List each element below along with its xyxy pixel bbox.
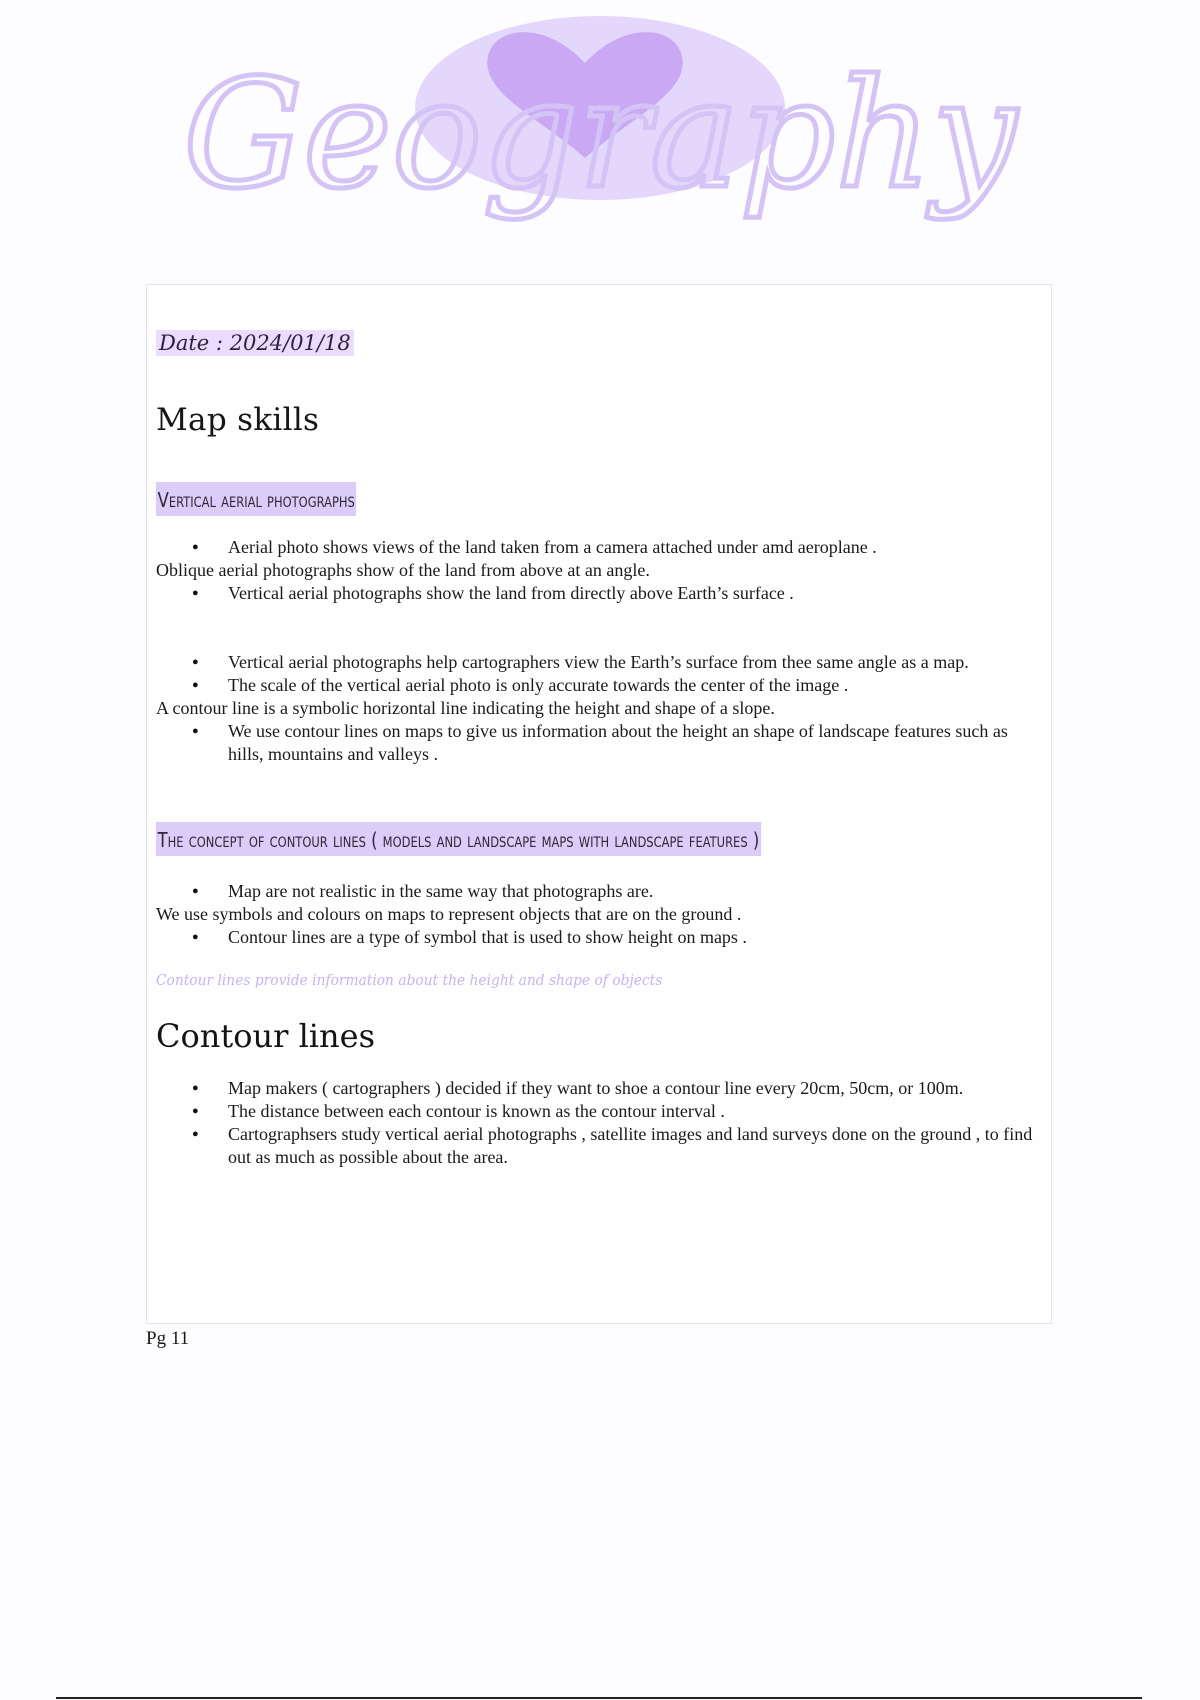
list-item: We use symbols and colours on maps to represent objects that are on the ground . [156, 904, 742, 924]
list-item: ● We use contour lines on maps to give us information about the height an shape of landscape features such as hills, mountains and valleys . [156, 720, 1046, 766]
section3-list [156, 1077, 1046, 1169]
list-item: ● Cartographsers study vertical aerial photographs , satellite images and land surveys done on the ground , to find out as much as possible about the area. [156, 1123, 1046, 1169]
geography-banner [183, 8, 1017, 238]
list-item: ● The scale of the vertical aerial photo is only accurate towards the center of the image . [156, 674, 1046, 697]
list-item: ● Vertical aerial photographs help cartographers view the Earth’s surface from thee same angle as a map. [156, 651, 1046, 674]
section2-list [156, 880, 1046, 949]
section-heading-contour-lines: Contour lines [156, 1017, 375, 1055]
list-item: ● Vertical aerial photographs show the land from directly above Earth’s surface . [156, 582, 1046, 605]
date-label: Date : 2024/01/18 [156, 330, 354, 356]
list-item: ● The distance between each contour is known as the contour interval . [156, 1100, 1046, 1123]
contour-caption: Contour lines provide information about the height and shape of objects [156, 971, 663, 989]
notes-content [156, 330, 1046, 1169]
page-number: Pg 11 [146, 1328, 190, 1349]
page-title: Map skills [156, 402, 320, 438]
list-item: ● Contour lines are a type of symbol that is used to show height on maps . [156, 926, 1046, 949]
list-item: Oblique aerial photographs show of the land from above at an angle. [156, 560, 650, 580]
list-item: ● Map are not realistic in the same way that photographs are. [156, 880, 1046, 903]
section1-list [156, 536, 1046, 605]
list-item: A contour line is a symbolic horizontal line indicating the height and shape of a slope. [156, 698, 775, 718]
list-item: ● Aerial photo shows views of the land taken from a camera attached under amd aeroplane . [156, 536, 1046, 559]
geography-logo [183, 8, 1017, 238]
section1-list-continued [156, 651, 1046, 766]
section-heading-contour-concept: The concept of contour lines ( models and landscape maps with landscape features ) [156, 822, 761, 856]
banner-title: Geography [183, 48, 1017, 222]
list-item: ● Map makers ( cartographers ) decided if they want to shoe a contour line every 20cm, 50cm, or 100m. [156, 1077, 1046, 1100]
section-heading-vertical-aerial: Vertical aerial photographs [156, 482, 356, 516]
bottom-divider [56, 1697, 1142, 1699]
